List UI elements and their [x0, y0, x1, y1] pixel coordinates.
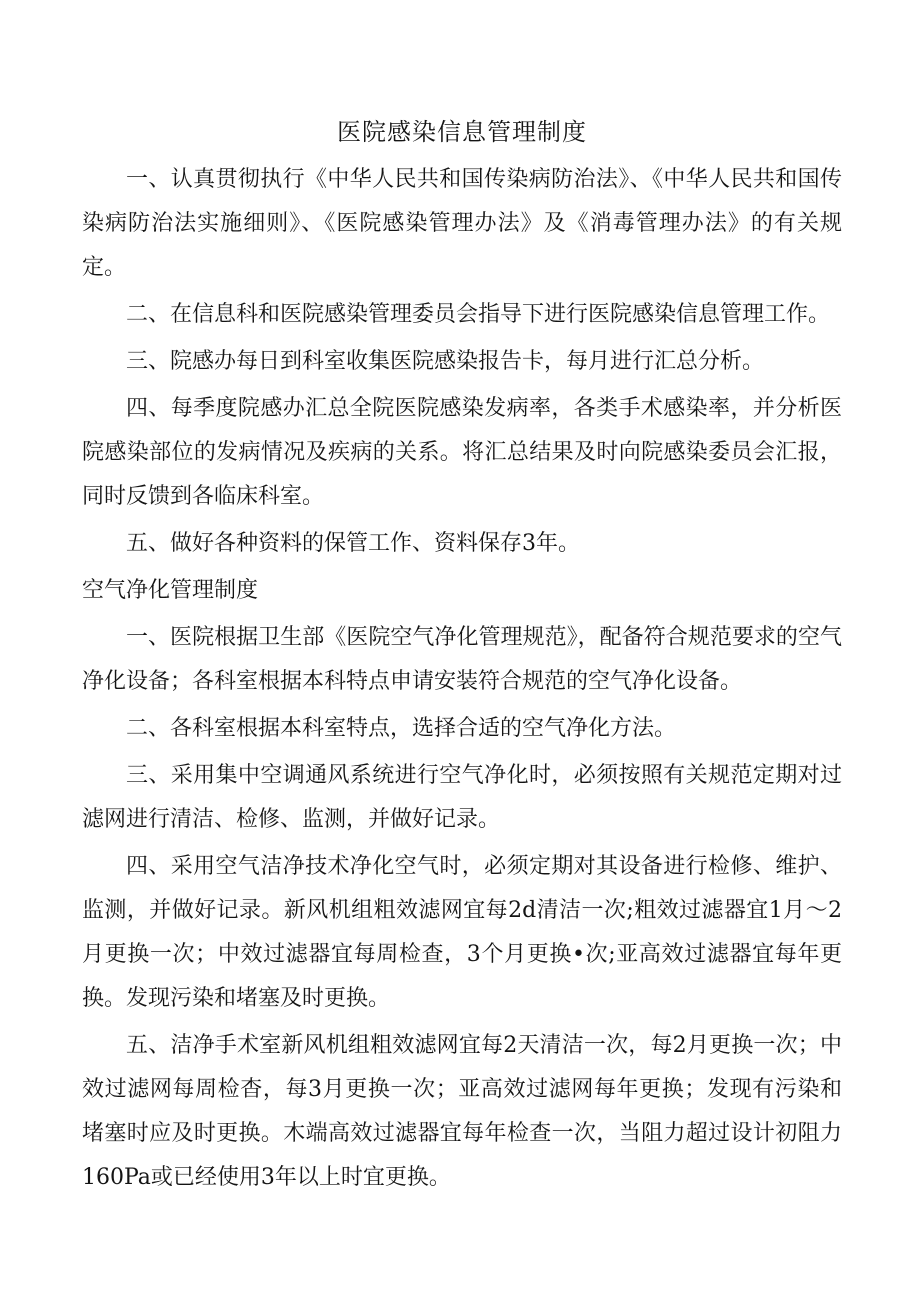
paragraph-2-1: 一、医院根据卫生部《医院空气净化管理规范》，配备符合规范要求的空气净化设备；各科室根据本科特点申请安装符合规范的空气净化设备。	[82, 625, 842, 694]
paragraph-2-5: 五、洁净手术室新风机组粗效滤网宜每2天清洁一次，每2月更换一次；中效过滤网每周检杳，每3月更换一次；亚高效过滤网每年更换；发现有污染和堵塞时应及时更换。木端高效过滤器宜每年检查一次，当阻力超过设计初阻力160Pa或已经使用3年以上时宜更换。	[82, 1033, 842, 1190]
paragraph-1-3: 三、院感办每日到科室收集医院感染报告卡，每月进行汇总分析。	[126, 349, 765, 374]
paragraph-2-3: 三、采用集中空调通风系统进行空气净化时，必须按照有关规范定期对过滤网进行清洁、检修、监测，并做好记录。	[82, 763, 842, 832]
paragraph-1-1: 一、认真贯彻执行《中华人民共和国传染病防治法》、《中华人民共和国传染病防治法实施细则》、《医院感染管理办法》及《消毒管理办法》的有关规定。	[82, 167, 842, 280]
paragraph-2-4: 四、采用空气洁净技术净化空气时，必须定期对其设备进行检修、维护、监测，并做好记录。新风机组粗效滤网宜每2d清洁一次;粗效过滤器宜1月～2月更换一次；中效过滤器宜每周检查，3个月更换•次;亚高效过滤器宜每年更换。发现污染和堵塞及时更换。	[82, 854, 842, 1011]
paragraph-1-5: 五、做好各种资料的保管工作、资料保存3年。	[126, 531, 580, 556]
paragraph-1-2: 二、在信息科和医院感染管理委员会指导下进行医院感染信息管理工作。	[126, 302, 831, 327]
document-title: 医院感染信息管理制度	[337, 118, 587, 146]
paragraph-2-2: 二、各科室根据本科室特点，选择合适的空气净化方法。	[126, 716, 677, 741]
paragraph-1-4: 四、每季度院感办汇总全院医院感染发病率，各类手术感染率，并分析医院感染部位的发病情况及疾病的关系。将汇总结果及时向院感染委员会汇报，同时反馈到各临床科室。	[82, 396, 842, 509]
document-page	[82, 112, 842, 1203]
section-heading-air-purification: 空气净化管理制度	[82, 578, 259, 603]
